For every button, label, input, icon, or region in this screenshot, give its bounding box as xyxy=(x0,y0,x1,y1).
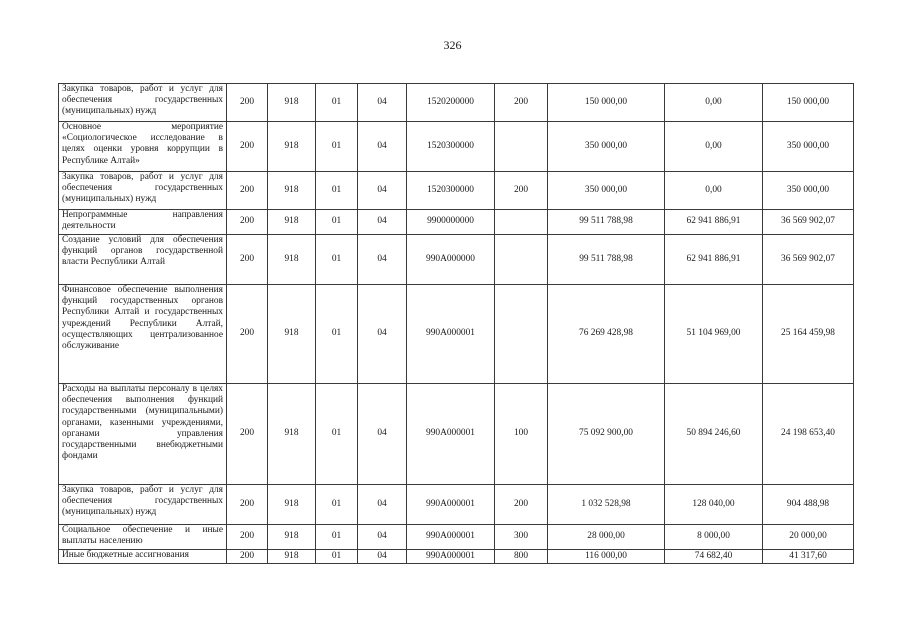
cell-amount-total: 350 000,00 xyxy=(548,122,665,172)
cell-section: 01 xyxy=(316,485,358,525)
cell-amount-federal: 0,00 xyxy=(665,122,763,172)
cell-expense-type: 300 xyxy=(495,525,548,550)
cell-amount-regional: 24 198 653,40 xyxy=(763,384,854,485)
cell-section: 01 xyxy=(316,550,358,564)
cell-section: 01 xyxy=(316,84,358,122)
cell-subsection: 04 xyxy=(358,122,407,172)
row-description: Основное мероприятие «Социологическое исследование в целях оценки уровня коррупции в Республике Алтай» xyxy=(59,122,227,172)
cell-subsection: 04 xyxy=(358,485,407,525)
cell-amount-total: 99 511 788,98 xyxy=(548,235,665,285)
row-description: Расходы на выплаты персоналу в целях обеспечения выполнения функций государственными (муниципальными) органами, казенными учреждениями, органами управления государственными внебюджетными фондами xyxy=(59,384,227,485)
cell-code: 200 xyxy=(227,84,268,122)
cell-amount-federal: 8 000,00 xyxy=(665,525,763,550)
cell-expense-type xyxy=(495,210,548,235)
cell-subsection: 04 xyxy=(358,235,407,285)
cell-target-article: 990А000001 xyxy=(407,285,495,384)
cell-amount-total: 76 269 428,98 xyxy=(548,285,665,384)
cell-amount-regional: 350 000,00 xyxy=(763,172,854,210)
cell-amount-total: 350 000,00 xyxy=(548,172,665,210)
cell-section: 01 xyxy=(316,172,358,210)
cell-department: 918 xyxy=(268,122,316,172)
cell-expense-type: 100 xyxy=(495,384,548,485)
cell-amount-federal: 62 941 886,91 xyxy=(665,235,763,285)
row-description: Закупка товаров, работ и услуг для обеспечения государственных (муниципальных) нужд xyxy=(59,84,227,122)
cell-expense-type xyxy=(495,235,548,285)
table-row xyxy=(59,285,854,384)
cell-amount-regional: 20 000,00 xyxy=(763,525,854,550)
cell-section: 01 xyxy=(316,525,358,550)
cell-amount-federal: 74 682,40 xyxy=(665,550,763,564)
cell-code: 200 xyxy=(227,384,268,485)
cell-code: 200 xyxy=(227,122,268,172)
cell-section: 01 xyxy=(316,122,358,172)
cell-subsection: 04 xyxy=(358,285,407,384)
cell-amount-total: 99 511 788,98 xyxy=(548,210,665,235)
cell-amount-regional: 41 317,60 xyxy=(763,550,854,564)
cell-expense-type: 800 xyxy=(495,550,548,564)
cell-department: 918 xyxy=(268,84,316,122)
cell-amount-regional: 25 164 459,98 xyxy=(763,285,854,384)
cell-amount-regional: 36 569 902,07 xyxy=(763,235,854,285)
row-description: Непрограммные направления деятельности xyxy=(59,210,227,235)
table-row xyxy=(59,525,854,550)
cell-target-article: 1520200000 xyxy=(407,84,495,122)
cell-subsection: 04 xyxy=(358,550,407,564)
row-description: Создание условий для обеспечения функций органов государственной власти Республики Алтай xyxy=(59,235,227,285)
cell-department: 918 xyxy=(268,525,316,550)
cell-expense-type: 200 xyxy=(495,172,548,210)
cell-code: 200 xyxy=(227,235,268,285)
cell-code: 200 xyxy=(227,172,268,210)
cell-amount-total: 150 000,00 xyxy=(548,84,665,122)
cell-amount-federal: 128 040,00 xyxy=(665,485,763,525)
row-description: Закупка товаров, работ и услуг для обеспечения государственных (муниципальных) нужд xyxy=(59,485,227,525)
cell-target-article: 990А000001 xyxy=(407,525,495,550)
table-row xyxy=(59,172,854,210)
cell-code: 200 xyxy=(227,550,268,564)
row-description: Закупка товаров, работ и услуг для обеспечения государственных (муниципальных) нужд xyxy=(59,172,227,210)
cell-amount-regional: 150 000,00 xyxy=(763,84,854,122)
cell-target-article: 990А000001 xyxy=(407,550,495,564)
cell-subsection: 04 xyxy=(358,525,407,550)
cell-section: 01 xyxy=(316,384,358,485)
table-row xyxy=(59,122,854,172)
cell-subsection: 04 xyxy=(358,84,407,122)
table-row xyxy=(59,84,854,122)
cell-target-article: 1520300000 xyxy=(407,172,495,210)
cell-department: 918 xyxy=(268,235,316,285)
cell-code: 200 xyxy=(227,210,268,235)
cell-amount-federal: 0,00 xyxy=(665,172,763,210)
cell-target-article: 9900000000 xyxy=(407,210,495,235)
cell-section: 01 xyxy=(316,210,358,235)
cell-section: 01 xyxy=(316,235,358,285)
cell-expense-type: 200 xyxy=(495,485,548,525)
cell-department: 918 xyxy=(268,210,316,235)
cell-target-article: 990А000001 xyxy=(407,384,495,485)
cell-subsection: 04 xyxy=(358,384,407,485)
cell-expense-type: 200 xyxy=(495,84,548,122)
cell-expense-type xyxy=(495,122,548,172)
cell-amount-total: 1 032 528,98 xyxy=(548,485,665,525)
cell-amount-total: 28 000,00 xyxy=(548,525,665,550)
cell-amount-regional: 36 569 902,07 xyxy=(763,210,854,235)
page-number: 326 xyxy=(443,38,462,52)
table-row xyxy=(59,485,854,525)
row-description: Финансовое обеспечение выполнения функций государственных органов Республики Алтай и государственных учреждений Республики Алтай, осуществляющих централизованное обслуживание xyxy=(59,285,227,384)
cell-amount-federal: 0,00 xyxy=(665,84,763,122)
row-description: Социальное обеспечение и иные выплаты населению xyxy=(59,525,227,550)
table-row xyxy=(59,550,854,564)
cell-amount-regional: 904 488,98 xyxy=(763,485,854,525)
cell-department: 918 xyxy=(268,384,316,485)
cell-target-article: 1520300000 xyxy=(407,122,495,172)
cell-department: 918 xyxy=(268,550,316,564)
cell-amount-federal: 50 894 246,60 xyxy=(665,384,763,485)
cell-department: 918 xyxy=(268,285,316,384)
row-description: Иные бюджетные ассигнования xyxy=(59,550,227,564)
table-body xyxy=(59,84,854,564)
cell-section: 01 xyxy=(316,285,358,384)
table-row xyxy=(59,210,854,235)
cell-amount-regional: 350 000,00 xyxy=(763,122,854,172)
cell-code: 200 xyxy=(227,285,268,384)
cell-expense-type xyxy=(495,285,548,384)
cell-amount-total: 116 000,00 xyxy=(548,550,665,564)
cell-code: 200 xyxy=(227,525,268,550)
cell-code: 200 xyxy=(227,485,268,525)
cell-department: 918 xyxy=(268,172,316,210)
cell-amount-total: 75 092 900,00 xyxy=(548,384,665,485)
budget-table xyxy=(58,83,854,564)
table-row xyxy=(59,384,854,485)
cell-target-article: 990А000001 xyxy=(407,485,495,525)
cell-subsection: 04 xyxy=(358,172,407,210)
cell-subsection: 04 xyxy=(358,210,407,235)
cell-department: 918 xyxy=(268,485,316,525)
cell-amount-federal: 62 941 886,91 xyxy=(665,210,763,235)
cell-target-article: 990А000000 xyxy=(407,235,495,285)
table-row xyxy=(59,235,854,285)
cell-amount-federal: 51 104 969,00 xyxy=(665,285,763,384)
